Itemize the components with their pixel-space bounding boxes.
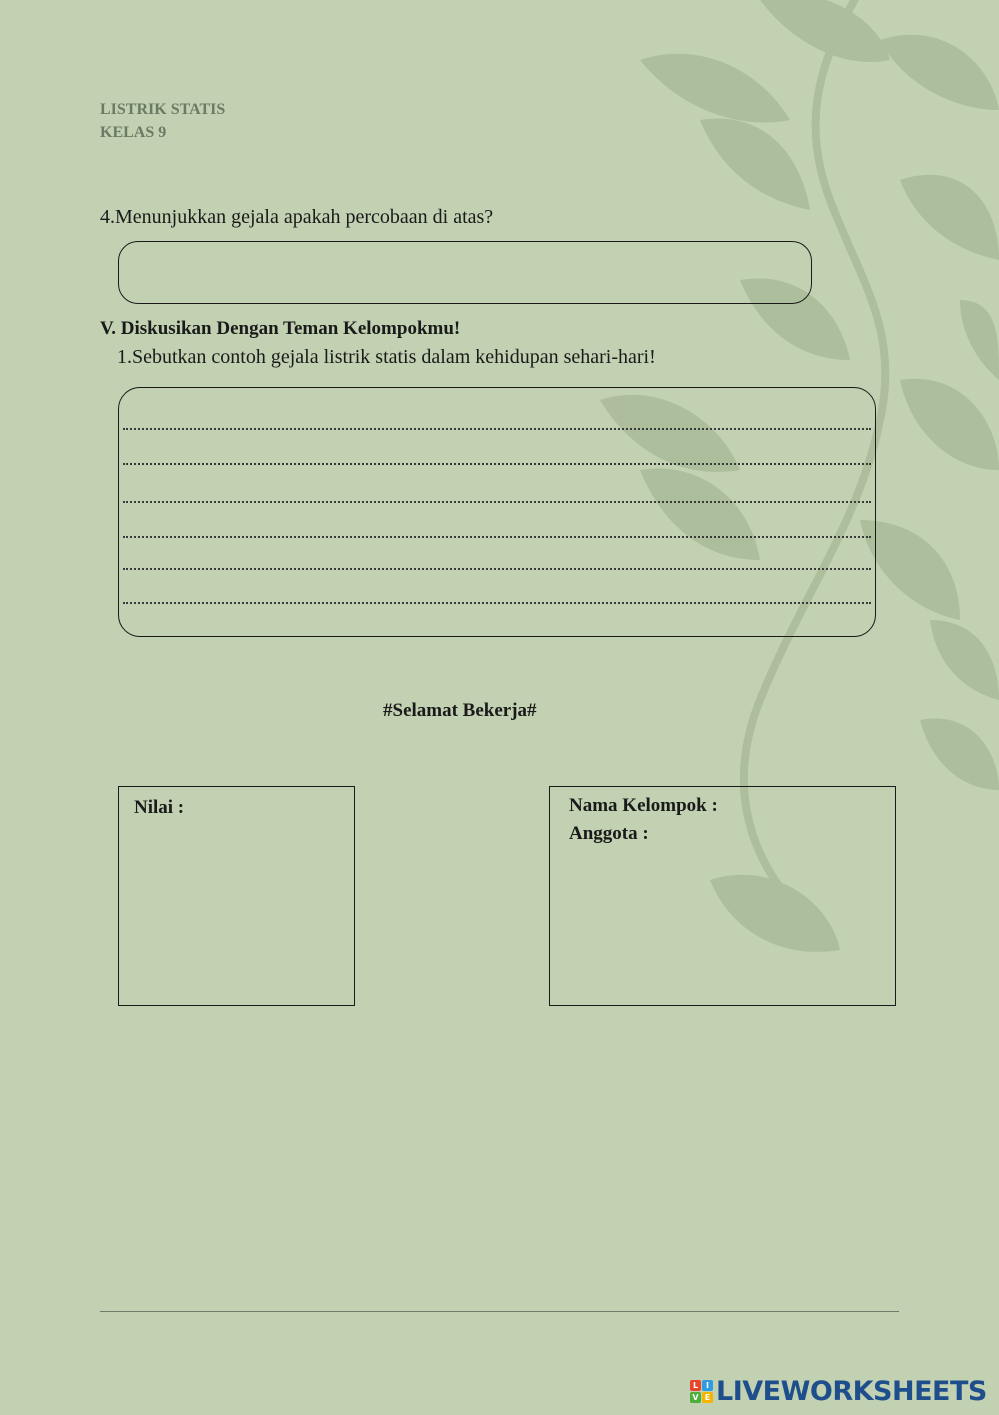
logo-tile: E: [702, 1392, 713, 1403]
section-5-question-1: [117, 346, 656, 369]
group-name-label: Nama Kelompok :: [569, 795, 718, 816]
document-header: [100, 98, 225, 144]
question-number: 1.: [117, 346, 132, 368]
question-text: Sebutkan contoh gejala listrik statis dalam kehidupan sehari-hari!: [132, 346, 656, 368]
dotted-answer-line[interactable]: [123, 428, 871, 430]
score-box[interactable]: [118, 786, 355, 1006]
score-label: Nilai :: [134, 797, 185, 818]
section-5-title: V. Diskusikan Dengan Teman Kelompokmu!: [100, 318, 461, 339]
brand-name: LIVEWORKSHEETS: [716, 1375, 987, 1407]
dotted-answer-line[interactable]: [123, 602, 871, 604]
logo-tile: V: [690, 1392, 701, 1403]
dotted-answer-line[interactable]: [123, 568, 871, 570]
dotted-answer-line[interactable]: [123, 463, 871, 465]
question-4: 4.Menunjukkan gejala apakah percobaan di atas?: [100, 206, 494, 228]
closing-message: #Selamat Bekerja#: [383, 700, 537, 721]
answer-box-question-4[interactable]: [118, 241, 812, 304]
group-members-label: Anggota :: [569, 823, 649, 844]
dotted-answer-line[interactable]: [123, 501, 871, 503]
liveworksheets-logo-icon: [690, 1380, 713, 1403]
liveworksheets-brand: [690, 1374, 987, 1408]
header-class: KELAS 9: [100, 124, 167, 141]
answer-box-section-5[interactable]: [118, 387, 876, 637]
footer-divider: [100, 1311, 899, 1312]
logo-tile: I: [702, 1380, 713, 1391]
logo-tile: L: [690, 1380, 701, 1391]
dotted-answer-line[interactable]: [123, 536, 871, 538]
header-subject: LISTRIK STATIS: [100, 101, 226, 118]
group-box[interactable]: [549, 786, 896, 1006]
